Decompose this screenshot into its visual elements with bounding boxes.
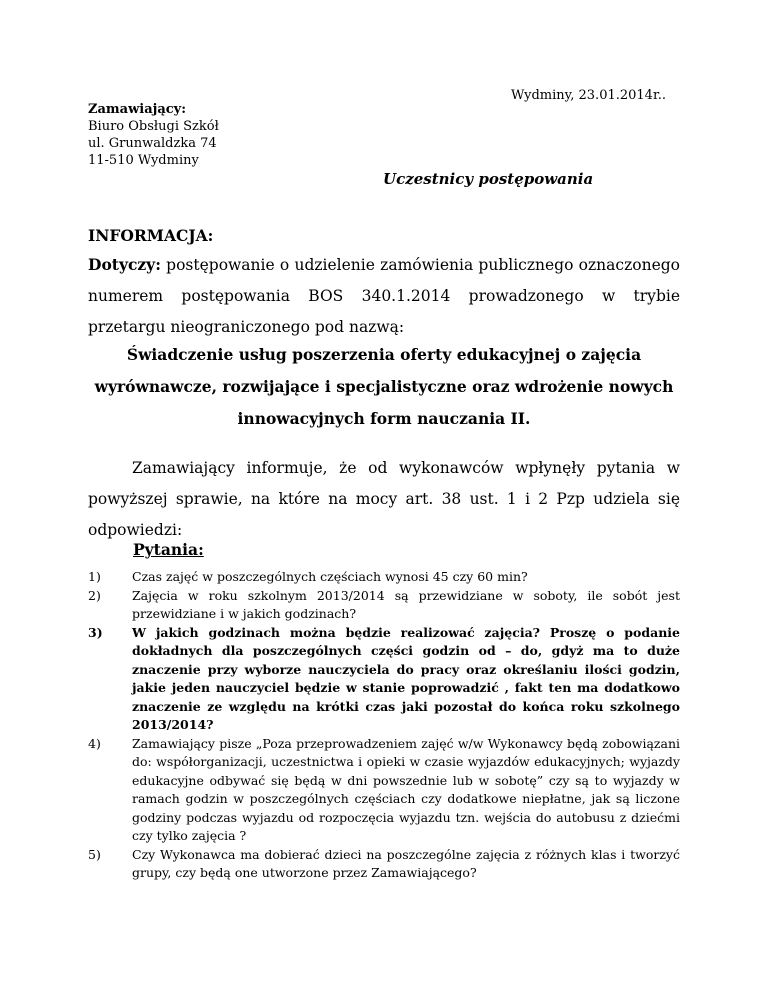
question-number: 5) xyxy=(88,846,101,862)
sender-name: Biuro Obsługi Szkół xyxy=(88,119,219,134)
question-number: 3) xyxy=(88,624,103,640)
document-heading: INFORMACJA: xyxy=(88,226,214,245)
question-text: Zamawiający pisze „Poza przeprowadzeniem zajęć w/w Wykonawcy będą zobowiązani do: współorganizacji, uczestnictwa i opieki w czasie wyjazdów edukacyjnych; wyjazdy edukacyjne odbywać się będą w dni powszednie lub w sobotę” czy są to wyjazdy w ramach godzin w poszczególnych częściach czy dodatkowe niepłatne, jak są liczone godziny podczas wyjazdu od rozpoczęcia wyjazdu tzn. wejścia do autobusu z dziećmi czy tylko zajęcia ? xyxy=(132,735,680,843)
question-number: 1) xyxy=(88,569,101,584)
subject-line: innowacyjnych form nauczania II. xyxy=(237,409,531,428)
regarding-paragraph xyxy=(88,249,680,343)
sender-city: 11-510 Wydminy xyxy=(88,153,199,168)
regarding-label: Dotyczy: xyxy=(88,255,161,274)
question-item xyxy=(88,568,680,587)
questions-title: Pytania: xyxy=(133,540,204,559)
subject-title xyxy=(88,339,680,435)
subject-line: Świadczenie usług poszerzenia oferty edukacyjnej o zajęcia xyxy=(126,345,642,364)
regarding-text: postępowanie o udzielenie zamówienia publicznego oznaczonego numerem postępowania BOS 340.1.2014 prowadzonego w trybie przetargu nieograniczonego pod nazwą: xyxy=(88,256,680,336)
question-text: Czas zajęć w poszczególnych częściach wynosi 45 czy 60 min? xyxy=(132,569,528,584)
recipient: Uczestnicy postępowania xyxy=(383,170,594,188)
question-item xyxy=(88,587,680,624)
subject-line: wyrównawcze, rozwijające i specjalistyczne oraz wdrożenie nowych xyxy=(94,377,674,396)
sender-block xyxy=(88,101,219,169)
question-number: 4) xyxy=(88,735,101,751)
intro-paragraph: Zamawiający informuje, że od wykonawców wpłynęły pytania w powyższej sprawie, na które na mocy art. 38 ust. 1 i 2 Pzp udziela się odpowiedzi: xyxy=(88,459,680,539)
question-item xyxy=(88,624,680,735)
question-text: Zajęcia w roku szkolnym 2013/2014 są przewidziane w soboty, ile sobót jest przewidziane i w jakich godzinach? xyxy=(132,587,680,621)
sender-label: Zamawiający: xyxy=(88,102,187,117)
sender-street: ul. Grunwaldzka 74 xyxy=(88,136,217,151)
question-text: Czy Wykonawca ma dobierać dzieci na poszczególne zajęcia z różnych klas i tworzyć grupy, czy będą one utworzone przez Zamawiającego? xyxy=(132,846,680,880)
date-line: Wydminy, 23.01.2014r.. xyxy=(511,88,666,103)
question-text: W jakich godzinach można będzie realizować zajęcia? Proszę o podanie dokładnych dla poszczególnych części godzin od – do, gdyż ma to duże znaczenie przy wyborze nauczyciela do pracy oraz określaniu ilości godzin, jakie jeden nauczyciel będzie w stanie poprowadzić , fakt ten ma dodatkowo znaczenie ze względu na krótki czas jaki pozostał do końca roku szkolnego 2013/2014? xyxy=(132,624,680,732)
question-number: 2) xyxy=(88,587,101,603)
questions-list xyxy=(88,568,680,883)
question-item xyxy=(88,735,680,846)
question-item xyxy=(88,846,680,883)
